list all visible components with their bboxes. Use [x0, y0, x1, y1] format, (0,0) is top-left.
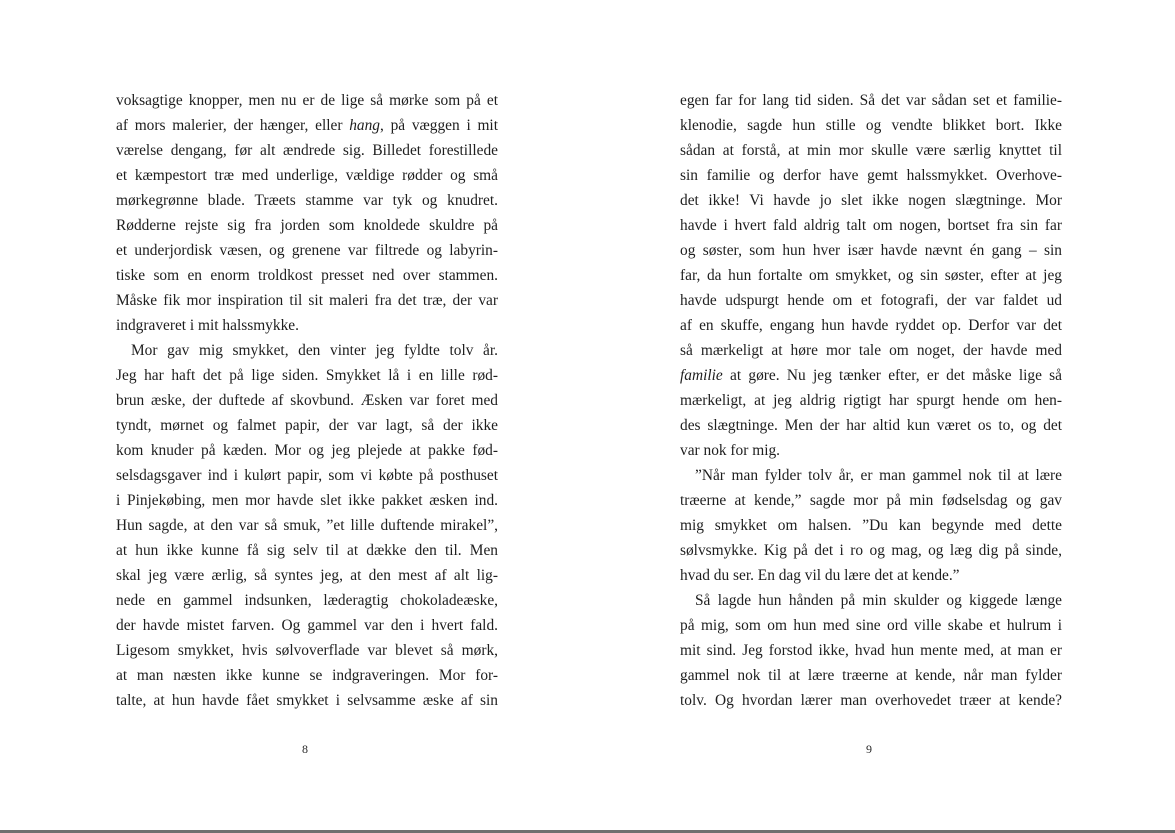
text-segment: at gøre. Nu jeg tænker efter, er det måske lige så [722, 367, 1062, 384]
text-line: des slægtninge. Men der har altid kun været os to, og det [680, 417, 1062, 434]
text-line: hvad du ser. En dag vil du lære det at kende.” [680, 567, 960, 584]
text-segment: af mors malerier, der hænger, eller [116, 117, 350, 134]
text-line: voksagtige knopper, men nu er de lige så mørke som på et [116, 92, 498, 109]
text-line: i Pinjekøbing, men mor havde slet ikke pakket æsken ind. [116, 492, 498, 509]
text-line: et underjordisk væsen, og grenene var filtrede og labyrin- [116, 242, 498, 259]
text-line: Måske fik mor inspiration til sit maleri fra det træ, der var [116, 292, 498, 309]
text-line: et kæmpestort træ med underlige, vældige rødder og små [116, 167, 498, 184]
text-line: havde i hvert fald aldrig talt om nogen, bortset fra sin far [680, 217, 1062, 234]
text-line [116, 113, 498, 138]
text-line: tiske som en enorm troldkost presset ned over stammen. [116, 267, 498, 284]
text-line: sølvsmykke. Kig på det i ro og mag, og læg dig på sinde, [680, 542, 1062, 559]
text-line: og søster, som hun hver især havde nævnt én gang – sin [680, 242, 1062, 259]
text-line: selsdagsgaver ind i kulørt papir, som vi købte på posthuset [116, 467, 498, 484]
text-line: på mig, som om hun med sine ord ville skabe et hulrum i [680, 617, 1062, 634]
text-line [680, 363, 1062, 388]
text-line: Hun sagde, at den var så smuk, ”et lille duftende mirakel”, [116, 517, 498, 534]
text-line: værelse dengang, før alt ændrede sig. Billedet forestillede [116, 142, 498, 159]
text-line: Så lagde hun hånden på min skulder og kiggede længe [695, 592, 1062, 609]
text-line: skal jeg være ærlig, så syntes jeg, at den mest af alt lig- [116, 567, 498, 584]
text-line: egen far for lang tid siden. Så det var sådan set et familie- [680, 92, 1062, 109]
text-line: indgraveret i mit halssmykke. [116, 317, 299, 334]
text-line: kom knuder på kæden. Mor og jeg plejede at pakke fød- [116, 442, 498, 459]
text-line: var nok for mig. [680, 442, 781, 459]
text-line: det ikke! Vi havde jo slet ikke nogen slægtninge. Mor [680, 192, 1062, 209]
text-line: mit sind. Jeg forstod ikke, hvad hun mente med, at man er [680, 642, 1062, 659]
text-line: mærkeligt, at jeg aldrig rigtigt har spurgt hende om hen- [680, 392, 1062, 409]
text-line: far, da hun fortalte om smykket, og sin søster, efter at jeg [680, 267, 1062, 284]
text-line: havde udspurgt hende om et fotografi, der var faldet ud [680, 292, 1062, 309]
text-line: at hun ikke kunne få sig selv til at dække den til. Men [116, 542, 498, 559]
left-page [0, 0, 587, 830]
text-line: der havde mistet farven. Og gammel var den i hvert fald. [116, 617, 498, 634]
text-segment: , på væggen i mit [379, 117, 498, 134]
italic-word: hang [349, 117, 380, 134]
right-page [588, 0, 1175, 830]
text-line: Jeg har haft det på lige siden. Smykket lå i en lille rød- [116, 367, 498, 384]
text-line: klenodie, sagde hun stille og vendte blikket bort. Ikke [680, 117, 1062, 134]
text-line: Mor gav mig smykket, den vinter jeg fyldte tolv år. [131, 342, 498, 359]
text-line: tyndt, mørnet og falmet papir, der var lagt, så der ikke [116, 417, 498, 434]
text-line: ”Når man fylder tolv år, er man gammel nok til at lære [695, 467, 1062, 484]
text-line: Ligesom smykket, hvis sølvoverflade var blevet så mørk, [116, 642, 498, 659]
right-page-text [680, 88, 1062, 713]
text-line: mørkegrønne blade. Træets stamme var tyk og knudret. [116, 192, 498, 209]
text-line: gammel nok til at lære træerne at kende, når man fylder [680, 667, 1062, 684]
text-line: Rødderne rejste sig fra jorden som knoldede skuldre på [116, 217, 498, 234]
text-line: at man næsten ikke kunne se indgraveringen. Mor for- [116, 667, 498, 684]
text-line: så mærkeligt at høre mor tale om noget, der havde med [680, 342, 1062, 359]
text-line: tolv. Og hvordan lærer man overhovedet træer at kende? [680, 692, 1062, 709]
text-line: sin familie og derfor have gemt halssmykket. Overhove- [680, 167, 1062, 184]
text-line: talte, at hun havde fået smykket i selvsamme æske af sin [116, 692, 498, 709]
text-line: nede en gammel indsunken, læderagtig chokoladeæske, [116, 592, 498, 609]
italic-word: familie [680, 367, 723, 384]
page-number: 9 [866, 742, 872, 756]
text-line: mig smykket om halsen. ”Du kan begynde med dette [680, 517, 1062, 534]
left-page-text [116, 88, 498, 713]
text-line: træerne at kende,” sagde mor på min fødselsdag og gav [680, 492, 1062, 509]
text-line: sådan at forstå, at min mor skulle være særlig knyttet til [680, 142, 1062, 159]
text-line: af en skuffe, engang hun havde ryddet op. Derfor var det [680, 317, 1062, 334]
text-line: brun æske, der duftede af skovbund. Æsken var foret med [116, 392, 498, 409]
page-number: 8 [302, 742, 308, 756]
